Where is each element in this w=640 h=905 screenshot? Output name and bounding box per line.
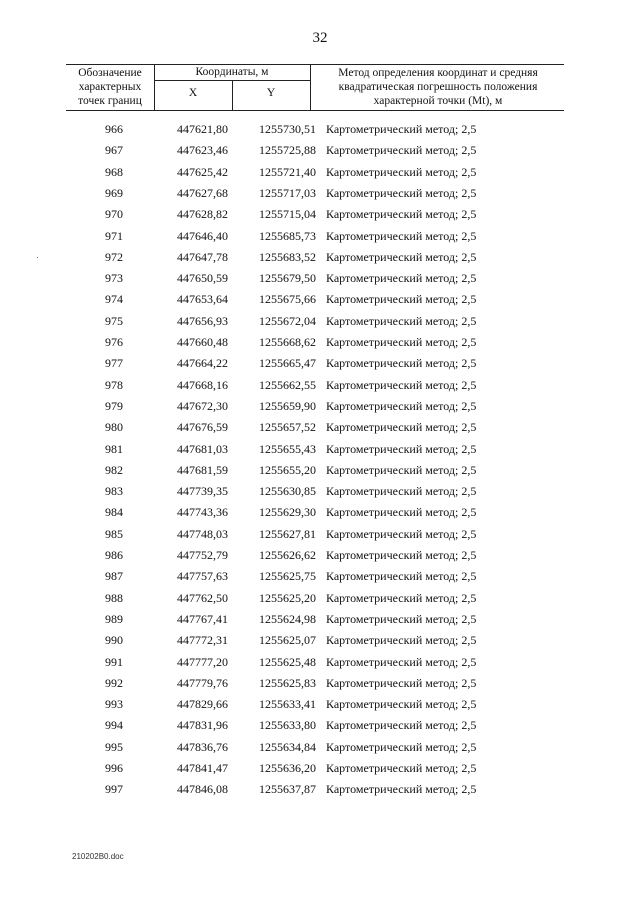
x-coordinate-cell: 447664,22 <box>177 356 228 371</box>
method-cell: Картометрический метод; 2,5 <box>326 611 477 626</box>
x-coordinate-cell: 447625,42 <box>177 164 228 179</box>
table-row <box>0 591 640 612</box>
method-cell: Картометрический метод; 2,5 <box>326 143 477 158</box>
table-row <box>0 186 640 207</box>
x-coordinate-cell: 447772,31 <box>177 633 228 648</box>
table-row <box>0 676 640 697</box>
x-coordinate-cell: 447846,08 <box>177 782 228 797</box>
table-row <box>0 505 640 526</box>
method-cell: Картометрический метод; 2,5 <box>326 164 477 179</box>
table-row <box>0 292 640 313</box>
point-number-cell: 978 <box>105 377 123 392</box>
table-row <box>0 612 640 633</box>
table-row <box>0 356 640 377</box>
method-cell: Картометрический метод; 2,5 <box>326 271 477 286</box>
method-cell: Картометрический метод; 2,5 <box>326 462 477 477</box>
table-row <box>0 697 640 718</box>
y-coordinate-cell: 1255625,75 <box>259 569 316 584</box>
x-coordinate-cell: 447743,36 <box>177 505 228 520</box>
y-coordinate-cell: 1255625,48 <box>259 654 316 669</box>
y-coordinate-cell: 1255630,85 <box>259 484 316 499</box>
table-row <box>0 143 640 164</box>
point-number-cell: 990 <box>105 633 123 648</box>
table-row <box>0 548 640 569</box>
x-coordinate-cell: 447829,66 <box>177 697 228 712</box>
method-cell: Картометрический метод; 2,5 <box>326 420 477 435</box>
y-coordinate-cell: 1255665,47 <box>259 356 316 371</box>
y-coordinate-cell: 1255633,41 <box>259 697 316 712</box>
y-coordinate-cell: 1255717,03 <box>259 185 316 200</box>
point-number-cell: 996 <box>105 761 123 775</box>
y-coordinate-cell: 1255725,88 <box>259 143 316 158</box>
point-number-cell: 987 <box>105 569 123 584</box>
method-cell: Картометрический метод; 2,5 <box>326 484 477 499</box>
header-top-rule <box>66 64 564 65</box>
method-cell: Картометрический метод; 2,5 <box>326 590 477 605</box>
method-cell: Картометрический метод; 2,5 <box>326 739 477 754</box>
point-number-cell: 992 <box>105 675 123 690</box>
method-cell: Картометрический метод; 2,5 <box>326 697 477 712</box>
method-cell: Картометрический метод; 2,5 <box>326 526 477 541</box>
x-coordinate-cell: 447628,82 <box>177 207 228 222</box>
table-row <box>0 314 640 335</box>
x-coordinate-cell: 447757,63 <box>177 569 228 584</box>
y-coordinate-cell: 1255683,52 <box>259 249 316 264</box>
table-row <box>0 378 640 399</box>
point-number-cell: 984 <box>105 505 123 520</box>
point-number-cell: 985 <box>105 526 123 541</box>
header-method-label: Метод определения координат и средняя квадратическая погрешность положения характерной точки (Mt), м <box>338 67 538 107</box>
point-number-cell: 986 <box>105 548 123 562</box>
y-coordinate-cell: 1255655,43 <box>259 441 316 456</box>
x-coordinate-cell: 447653,64 <box>177 292 228 307</box>
point-number-cell: 993 <box>105 697 123 712</box>
table-row <box>0 250 640 271</box>
x-coordinate-cell: 447831,96 <box>177 718 228 733</box>
coords-subheader-rule <box>154 80 310 81</box>
method-cell: Картометрический метод; 2,5 <box>326 569 477 584</box>
footer-doc-name: 210202В0.doc <box>72 852 124 861</box>
method-cell: Картометрический метод; 2,5 <box>326 377 477 392</box>
page-number: 32 <box>312 30 328 46</box>
table-row <box>0 420 640 441</box>
table-row <box>0 633 640 654</box>
y-coordinate-cell: 1255675,66 <box>259 292 316 307</box>
x-coordinate-cell: 447777,20 <box>177 654 228 669</box>
header-x-label: X <box>188 87 198 99</box>
point-number-cell: 972 <box>105 249 123 264</box>
table-row <box>0 165 640 186</box>
x-coordinate-cell: 447668,16 <box>177 377 228 392</box>
x-coordinate-cell: 447748,03 <box>177 526 228 541</box>
x-coordinate-cell: 447681,59 <box>177 462 228 477</box>
y-coordinate-cell: 1255637,87 <box>259 782 316 797</box>
y-coordinate-cell: 1255721,40 <box>259 164 316 179</box>
method-cell: Картометрический метод; 2,5 <box>326 313 477 328</box>
x-coordinate-cell: 447676,59 <box>177 420 228 435</box>
point-number-cell: 975 <box>105 313 123 328</box>
point-number-cell: 970 <box>105 207 123 222</box>
table-row <box>0 484 640 505</box>
table-row <box>0 782 640 803</box>
point-number-cell: 994 <box>105 718 123 733</box>
method-cell: Картометрический метод; 2,5 <box>326 548 477 562</box>
method-cell: Картометрический метод; 2,5 <box>326 249 477 264</box>
y-coordinate-cell: 1255685,73 <box>259 228 316 243</box>
x-coordinate-cell: 447656,93 <box>177 313 228 328</box>
header-y-label: Y <box>266 87 276 99</box>
table-row <box>0 122 640 143</box>
y-coordinate-cell: 1255659,90 <box>259 398 316 413</box>
x-coordinate-cell: 447621,80 <box>177 122 228 136</box>
header-coords-label: Координаты, м <box>195 66 269 78</box>
method-cell: Картометрический метод; 2,5 <box>326 122 477 136</box>
x-coordinate-cell: 447762,50 <box>177 590 228 605</box>
point-number-cell: 971 <box>105 228 123 243</box>
method-cell: Картометрический метод; 2,5 <box>326 633 477 648</box>
method-cell: Картометрический метод; 2,5 <box>326 441 477 456</box>
method-cell: Картометрический метод; 2,5 <box>326 356 477 371</box>
table-row <box>0 655 640 676</box>
point-number-cell: 997 <box>105 782 123 797</box>
y-coordinate-cell: 1255662,55 <box>259 377 316 392</box>
y-coordinate-cell: 1255672,04 <box>259 313 316 328</box>
x-coordinate-cell: 447767,41 <box>177 611 228 626</box>
x-coordinate-cell: 447752,79 <box>177 548 228 562</box>
table-row <box>0 399 640 420</box>
y-coordinate-cell: 1255624,98 <box>259 611 316 626</box>
y-coordinate-cell: 1255657,52 <box>259 420 316 435</box>
y-coordinate-cell: 1255634,84 <box>259 739 316 754</box>
point-number-cell: 980 <box>105 420 123 435</box>
y-coordinate-cell: 1255625,07 <box>259 633 316 648</box>
x-coordinate-cell: 447647,78 <box>177 249 228 264</box>
method-cell: Картометрический метод; 2,5 <box>326 398 477 413</box>
method-cell: Картометрический метод; 2,5 <box>326 505 477 520</box>
point-number-cell: 982 <box>105 462 123 477</box>
table-row <box>0 229 640 250</box>
x-coordinate-cell: 447836,76 <box>177 739 228 754</box>
x-coordinate-cell: 447739,35 <box>177 484 228 499</box>
point-number-cell: 977 <box>105 356 123 371</box>
method-cell: Картометрический метод; 2,5 <box>326 207 477 222</box>
point-number-cell: 969 <box>105 185 123 200</box>
method-cell: Картометрический метод; 2,5 <box>326 761 477 775</box>
table-row <box>0 569 640 590</box>
y-coordinate-cell: 1255668,62 <box>259 335 316 349</box>
method-cell: Картометрический метод; 2,5 <box>326 228 477 243</box>
x-coordinate-cell: 447660,48 <box>177 335 228 349</box>
point-number-cell: 989 <box>105 611 123 626</box>
y-coordinate-cell: 1255730,51 <box>259 122 316 136</box>
y-coordinate-cell: 1255629,30 <box>259 505 316 520</box>
y-coordinate-cell: 1255679,50 <box>259 271 316 286</box>
table-row <box>0 527 640 548</box>
x-coordinate-cell: 447627,68 <box>177 185 228 200</box>
table-row <box>0 442 640 463</box>
y-coordinate-cell: 1255715,04 <box>259 207 316 222</box>
method-cell: Картометрический метод; 2,5 <box>326 675 477 690</box>
point-number-cell: 991 <box>105 654 123 669</box>
table-row <box>0 740 640 761</box>
point-number-cell: 981 <box>105 441 123 456</box>
y-coordinate-cell: 1255655,20 <box>259 462 316 477</box>
method-cell: Картометрический метод; 2,5 <box>326 654 477 669</box>
y-coordinate-cell: 1255636,20 <box>259 761 316 775</box>
x-coordinate-cell: 447779,76 <box>177 675 228 690</box>
point-number-cell: 968 <box>105 164 123 179</box>
table-row <box>0 207 640 228</box>
method-cell: Картометрический метод; 2,5 <box>326 718 477 733</box>
method-cell: Картометрический метод; 2,5 <box>326 335 477 349</box>
header-bottom-rule <box>66 110 564 111</box>
y-coordinate-cell: 1255625,20 <box>259 590 316 605</box>
table-row <box>0 271 640 292</box>
y-coordinate-cell: 1255626,62 <box>259 548 316 562</box>
header-divider <box>310 64 311 110</box>
point-number-cell: 967 <box>105 143 123 158</box>
point-number-cell: 974 <box>105 292 123 307</box>
point-number-cell: 995 <box>105 739 123 754</box>
x-coordinate-cell: 447681,03 <box>177 441 228 456</box>
x-coordinate-cell: 447650,59 <box>177 271 228 286</box>
header-point-label: Обозначение характерных точек границ <box>78 67 142 107</box>
x-coordinate-cell: 447646,40 <box>177 228 228 243</box>
method-cell: Картометрический метод; 2,5 <box>326 782 477 797</box>
point-number-cell: 973 <box>105 271 123 286</box>
method-cell: Картометрический метод; 2,5 <box>326 292 477 307</box>
x-coordinate-cell: 447672,30 <box>177 398 228 413</box>
table-row <box>0 335 640 356</box>
point-number-cell: 976 <box>105 335 123 349</box>
point-number-cell: 979 <box>105 398 123 413</box>
x-coordinate-cell: 447841,47 <box>177 761 228 775</box>
scan-speck <box>37 257 38 258</box>
y-coordinate-cell: 1255627,81 <box>259 526 316 541</box>
y-coordinate-cell: 1255633,80 <box>259 718 316 733</box>
table-row <box>0 463 640 484</box>
y-coordinate-cell: 1255625,83 <box>259 675 316 690</box>
point-number-cell: 983 <box>105 484 123 499</box>
point-number-cell: 988 <box>105 590 123 605</box>
table-row <box>0 718 640 739</box>
point-number-cell: 966 <box>105 122 123 136</box>
table-row <box>0 761 640 782</box>
method-cell: Картометрический метод; 2,5 <box>326 185 477 200</box>
x-coordinate-cell: 447623,46 <box>177 143 228 158</box>
